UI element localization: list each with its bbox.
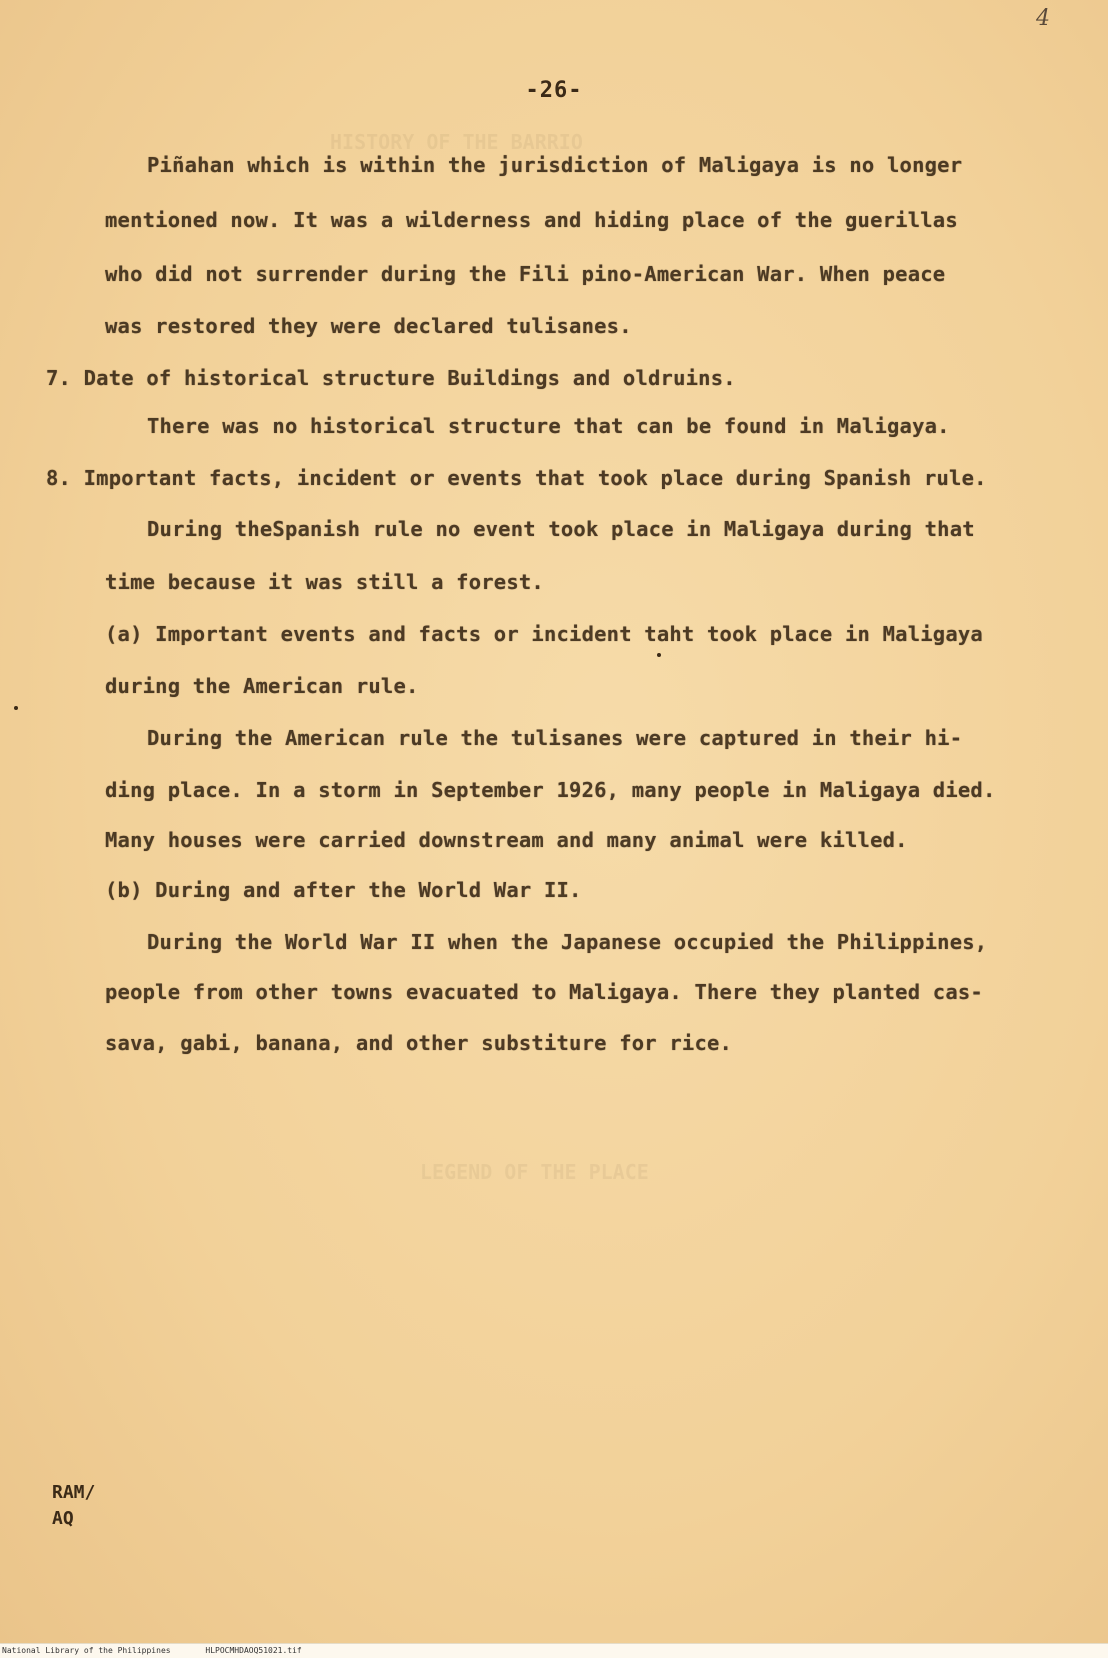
body-line: ding place. In a storm in September 1926, many people in Maligaya died. <box>105 778 996 802</box>
archive-footer <box>0 1643 1108 1658</box>
section-heading: 8. Important facts, incident or events that took place during Spanish rule. <box>46 466 987 490</box>
body-line: Many houses were carried downstream and many animal were killed. <box>105 828 908 852</box>
body-line: There was no historical structure that can be found in Maligaya. <box>147 414 950 438</box>
show-through-text: HISTORY OF THE BARRIO <box>330 130 583 154</box>
page-number: -26- <box>525 78 583 103</box>
footer-file: HLPOCMHDAOQ51021.tif <box>205 1646 302 1655</box>
body-line: mentioned now. It was a wilderness and hiding place of the guerillas <box>105 208 958 232</box>
paper-speck <box>657 653 661 657</box>
body-line: (a) Important events and facts or incident taht took place in Maligaya <box>105 622 983 646</box>
body-line: During theSpanish rule no event took place in Maligaya during that <box>147 517 975 541</box>
body-line: During the World War II when the Japanese occupied the Philippines, <box>147 930 988 954</box>
initials-line: RAM/ <box>52 1482 96 1503</box>
body-line: During the American rule the tulisanes were captured in their hi- <box>147 726 963 750</box>
footer-library: National Library of the Philippines <box>2 1646 171 1655</box>
body-line: was restored they were declared tulisanes. <box>105 314 632 338</box>
body-line: (b) During and after the World War II. <box>105 878 582 902</box>
section-heading: 7. Date of historical structure Buildings and oldruins. <box>46 366 736 390</box>
initials-line: AQ <box>52 1508 74 1529</box>
paper-speck <box>14 706 18 710</box>
body-line: time because it was still a forest. <box>105 570 544 594</box>
body-line: during the American rule. <box>105 674 419 698</box>
body-line: who did not surrender during the Fili pino-American War. When peace <box>105 262 946 286</box>
body-line: people from other towns evacuated to Maligaya. There they planted cas- <box>105 980 983 1004</box>
body-line: Piñahan which is within the jurisdiction of Maligaya is no longer <box>147 153 963 177</box>
show-through-text: LEGEND OF THE PLACE <box>420 1160 649 1184</box>
typist-initials <box>52 1480 95 1532</box>
corner-page-number: 4 <box>1036 6 1050 31</box>
body-line: sava, gabi, banana, and other substiture for rice. <box>105 1031 733 1055</box>
